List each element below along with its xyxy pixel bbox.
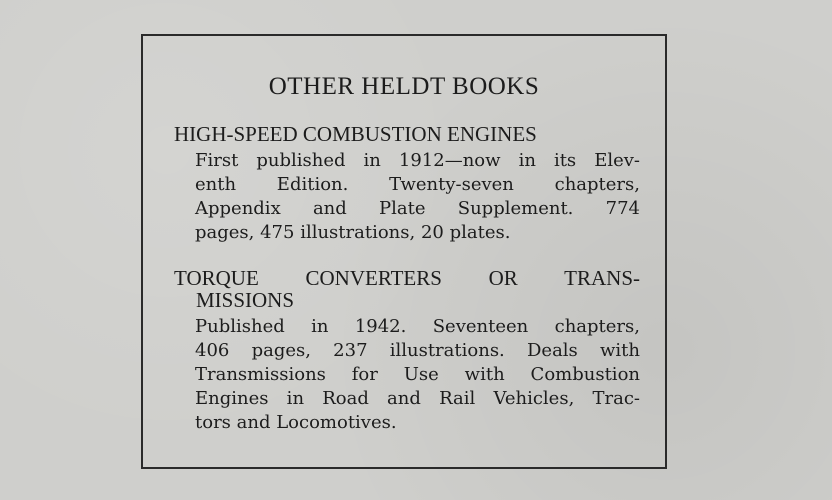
title-line: MISSIONS	[196, 288, 295, 312]
description-line: pages, 475 illustrations, 20 plates.	[195, 222, 511, 243]
book-list-frame	[141, 34, 667, 469]
description-line: enth Edition. Twenty-seven chapters,	[195, 174, 640, 195]
title-line: TORQUE CONVERTERS OR TRANS-	[174, 266, 640, 290]
page-heading: OTHER HELDT BOOKS	[268, 73, 540, 100]
description-line: Engines in Road and Rail Vehicles, Trac-	[195, 388, 640, 409]
book-title-torque-converters	[174, 267, 640, 311]
description-line: Transmissions for Use with Combustion	[195, 364, 640, 385]
book-description-high-speed-engines	[195, 149, 640, 245]
book-description-torque-converters	[195, 315, 640, 435]
description-line: 406 pages, 237 illustrations. Deals with	[195, 340, 640, 361]
description-line: Appendix and Plate Supplement. 774	[195, 198, 640, 219]
description-line: Published in 1942. Seventeen chapters,	[195, 316, 640, 337]
description-line: First published in 1912—now in its Elev-	[195, 150, 640, 171]
book-title-high-speed-engines: HIGH-SPEED COMBUSTION ENGINES	[174, 122, 537, 146]
description-line: tors and Locomotives.	[195, 412, 397, 433]
